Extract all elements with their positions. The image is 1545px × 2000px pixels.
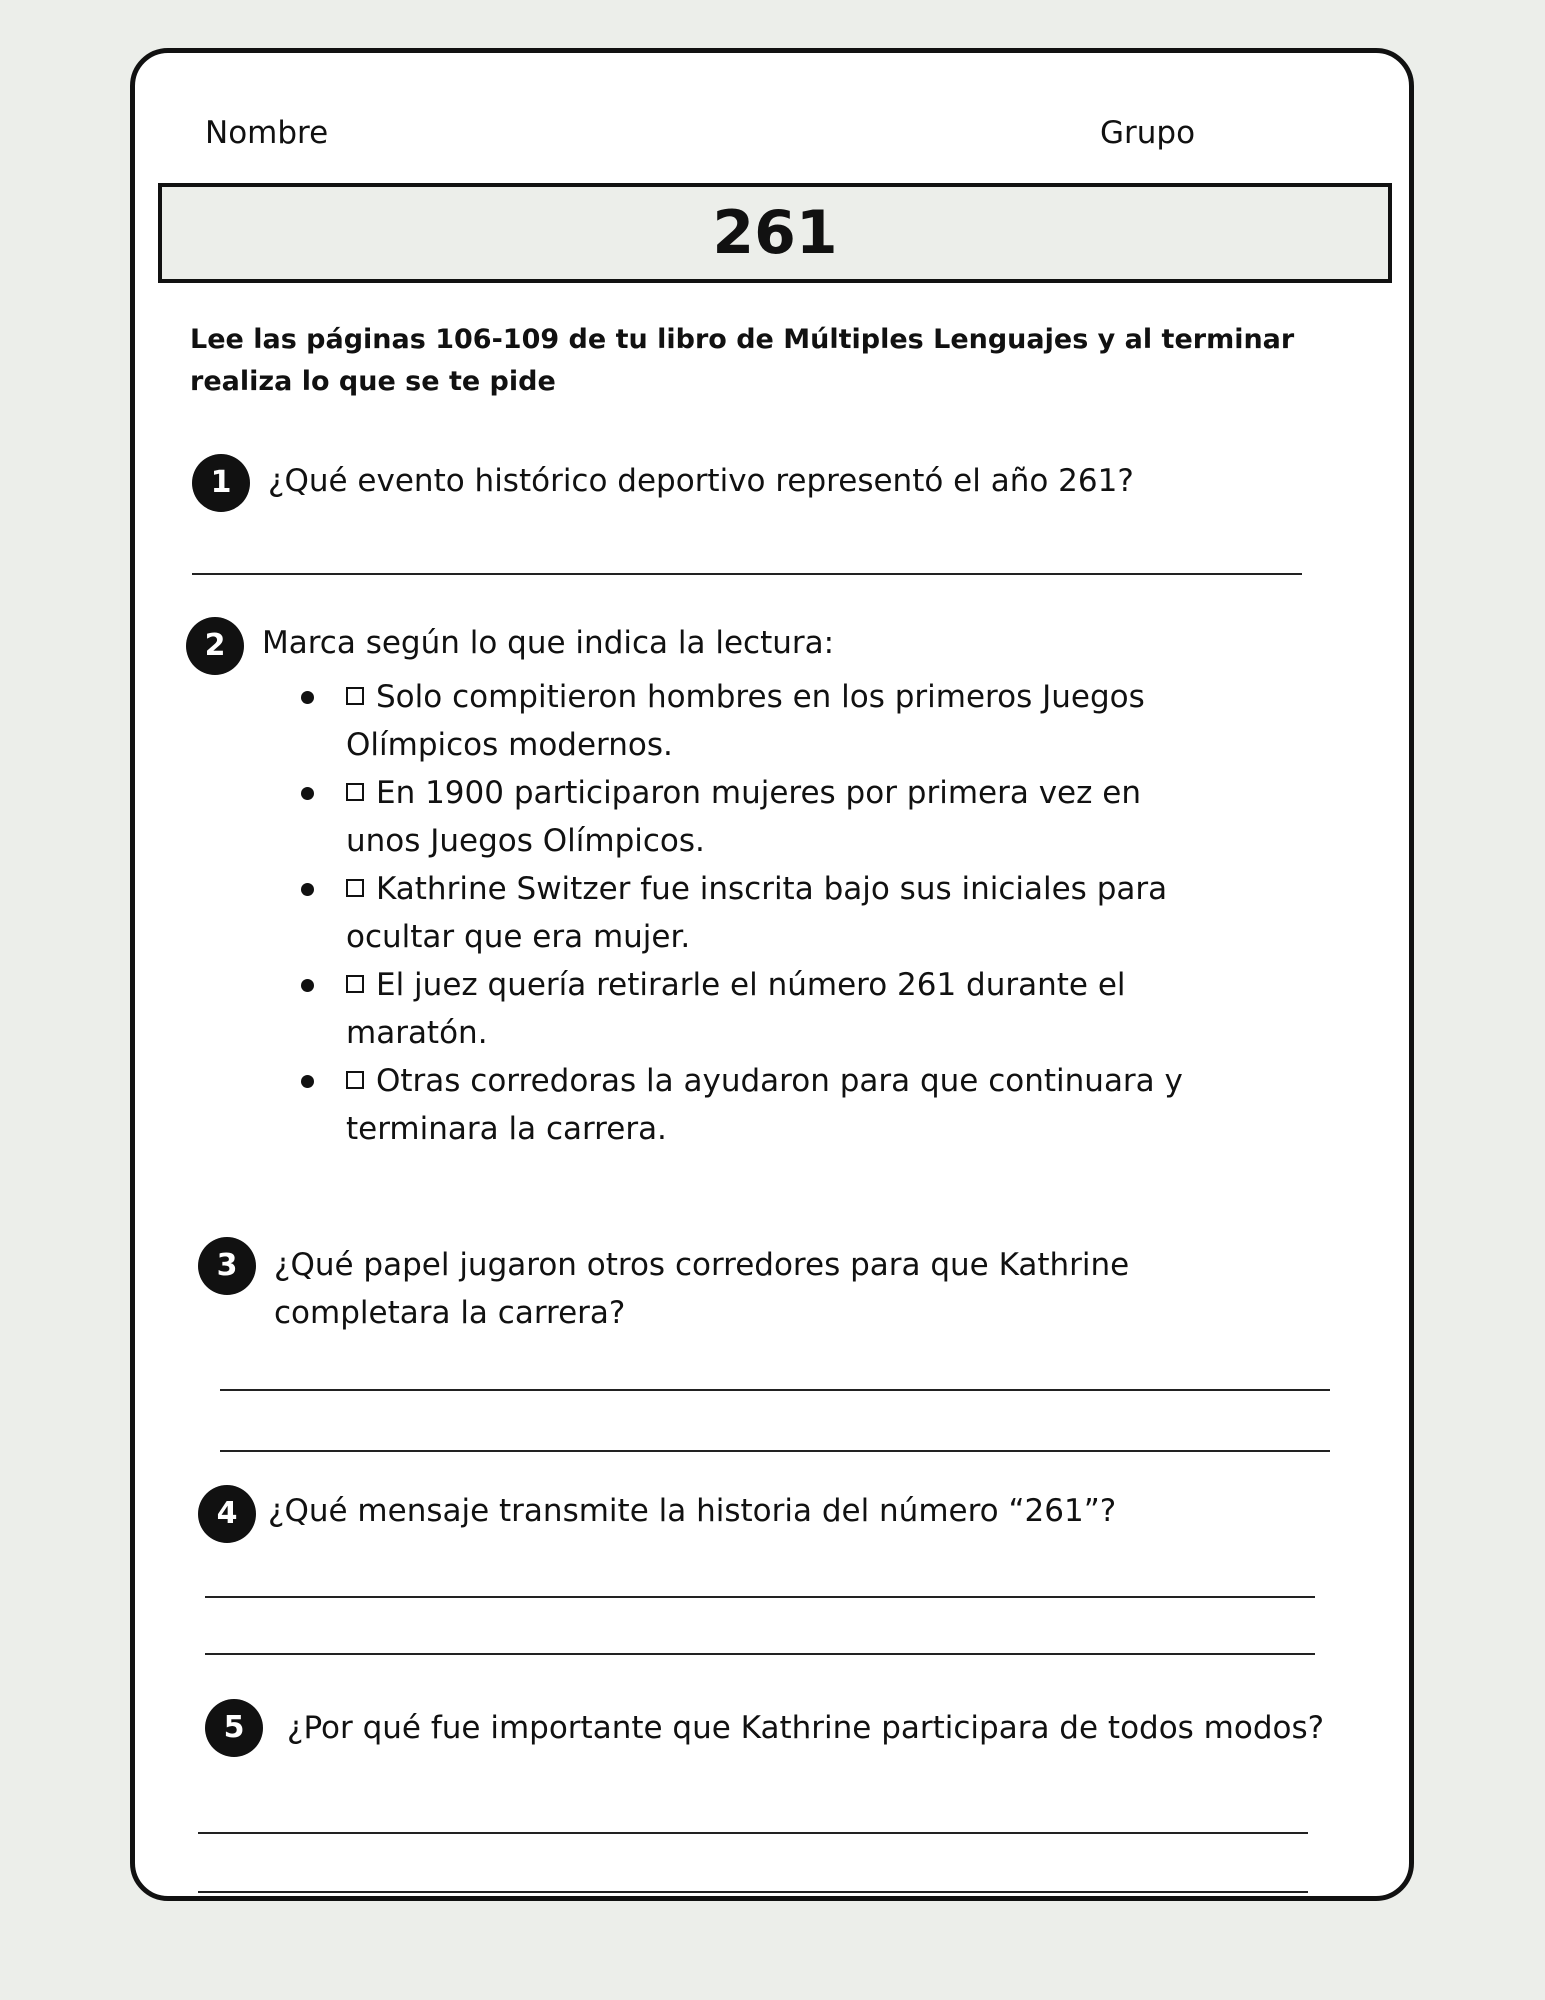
answer-line-5a[interactable] [198, 1832, 1308, 1834]
checkbox-icon[interactable] [346, 975, 364, 993]
worksheet [130, 48, 1414, 1901]
answer-line-1[interactable] [192, 573, 1302, 575]
question-number-5: 5 [205, 1699, 263, 1757]
answer-line-4b[interactable] [205, 1653, 1315, 1655]
checklist-item-text: El juez quería retirarle el número 261 durante el maratón. [346, 967, 1126, 1051]
name-label: Nombre [205, 115, 329, 151]
bullet-icon [301, 1075, 314, 1088]
checklist-item[interactable] [290, 673, 1190, 769]
checkbox-icon[interactable] [346, 687, 364, 705]
title-banner [158, 183, 1392, 283]
bullet-icon [301, 691, 314, 704]
checklist-item[interactable] [290, 769, 1190, 865]
checkbox-icon[interactable] [346, 1071, 364, 1089]
checklist-item-text: Otras corredoras la ayudaron para que continuara y terminara la carrera. [346, 1063, 1183, 1147]
answer-line-3a[interactable] [220, 1389, 1330, 1391]
instructions: Lee las páginas 106-109 de tu libro de Múltiples Lenguajes y al terminar realiza lo que se te pide [190, 324, 1295, 397]
question-number-4: 4 [198, 1485, 256, 1543]
page-title: 261 [712, 198, 838, 268]
question-5-text: ¿Por qué fue importante que Kathrine participara de todos modos? [287, 1710, 1325, 1746]
bullet-icon [301, 979, 314, 992]
group-label: Grupo [1100, 115, 1196, 151]
question-number-1: 1 [192, 454, 250, 512]
question-number-3: 3 [198, 1237, 256, 1295]
bullet-icon [301, 787, 314, 800]
question-1-text: ¿Qué evento histórico deportivo representó el año 261? [268, 463, 1134, 499]
question-3-text: ¿Qué papel jugaron otros corredores para que Kathrine completara la carrera? [274, 1247, 1130, 1331]
question-4-text: ¿Qué mensaje transmite la historia del número “261”? [268, 1493, 1117, 1529]
checklist-item-text: En 1900 participaron mujeres por primera vez en unos Juegos Olímpicos. [346, 775, 1141, 859]
checkbox-icon[interactable] [346, 783, 364, 801]
checkbox-icon[interactable] [346, 879, 364, 897]
checklist-item[interactable] [290, 961, 1190, 1057]
checklist [290, 673, 1190, 1153]
checklist-item[interactable] [290, 865, 1190, 961]
answer-line-3b[interactable] [220, 1450, 1330, 1452]
answer-line-5b[interactable] [198, 1891, 1308, 1893]
question-2-text: Marca según lo que indica la lectura: [262, 625, 835, 661]
bullet-icon [301, 883, 314, 896]
question-number-2: 2 [186, 617, 244, 675]
checklist-item-text: Kathrine Switzer fue inscrita bajo sus iniciales para ocultar que era mujer. [346, 871, 1168, 955]
checklist-item-text: Solo compitieron hombres en los primeros Juegos Olímpicos modernos. [346, 679, 1145, 763]
answer-line-4a[interactable] [205, 1596, 1315, 1598]
checklist-item[interactable] [290, 1057, 1190, 1153]
